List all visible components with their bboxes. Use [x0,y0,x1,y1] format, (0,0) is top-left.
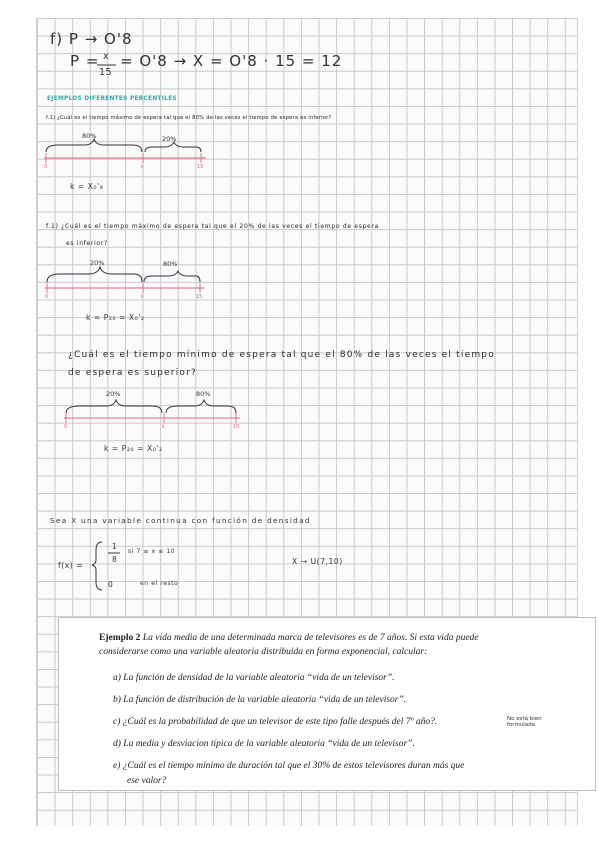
example-item-a: a) La función de densidad de la variable aleatoria “vida de un televisor”. [113,673,395,683]
q2-axis-k: k [141,294,144,300]
example-item-e-cont: ese valor? [127,776,167,786]
q3-result: k = P₂₀ = X₀'₂ [104,444,163,453]
f-frac-den: 15 [99,67,112,78]
fx-cond2: en el resto [140,580,179,587]
q2-pct-right: 80% [163,260,178,268]
fx-label: f(x) = [58,561,84,570]
q3-axis-k: k [162,424,165,430]
fx-den: 8 [112,555,118,564]
example-2-box [58,617,596,791]
example-2-text: La vida media de una determinada marca de televisores es de 7 años. Si esta vida puede considerarse como una variable aleatoria distribuida en forma exponencial, calcular: [99,633,479,657]
q1-axis-0: 0 [44,164,48,170]
f-frac-num: x [103,51,110,62]
percentiles-heading: EJEMPLOS DIFERENTES PERCENTILES [47,96,177,102]
q3-axis-0: 0 [64,424,68,430]
q1-axis-k: k [141,164,144,170]
q3-pct-right: 80% [196,390,211,398]
fx-num: 1 [112,542,118,551]
sea-line: Sea X una variable continua con función de densidad [50,516,311,525]
example-item-b: b) La función de distribución de la variable aleatoria “vida de un televisor”. [113,695,407,705]
q1-pct-left: 80% [82,132,97,140]
example-side-note: No está bien formulada [507,716,542,728]
q2-result: k = P₂₀ = X₀'₂ [86,313,145,322]
question-2-line2: es inferior? [66,240,108,247]
question-1: f.1) ¿Cuál es el tiempo máximo de espera tal que el 80% de las veces el tiempo de espera es inferior? [46,115,332,121]
q2-axis-15: 15 [196,294,203,300]
fx-zero: 0 [108,580,114,589]
f-line2-left: P = [70,52,100,70]
q3-pct-left: 20% [106,390,121,398]
question-3-line2: de espera es superior? [68,368,197,378]
example-item-d: d) La media y desviacion típica de la variable aleatoria “vida de un televisor”. [113,739,415,749]
q2-pct-left: 20% [90,259,105,267]
q1-pct-right: 20% [162,135,177,143]
q1-result: k = X₀'₈ [70,182,104,191]
q2-axis-0: 0 [45,294,49,300]
distribution: X → U(7,10) [292,557,343,566]
example-item-c: c) ¿Cuál es la probabilidad de que un televisor de este tipo falle después del 7º año?. [113,717,438,727]
f-line2-right: = O'8 → X = O'8 · 15 = 12 [120,52,343,70]
fx-cond1: si 7 ≤ x ≤ 10 [128,548,176,555]
example-2-label: Ejemplo 2 [99,633,141,643]
example-item-e: e) ¿Cuál es el tiempo mínimo de duración tal que el 30% de estos televisores duran más que [113,761,465,771]
f-line1: f) P → O'8 [50,30,133,48]
example-2-intro [99,631,529,659]
question-3-line1: ¿Cuál es el tiempo mínimo de espera tal que el 80% de las veces el tiempo [68,350,495,360]
q1-axis-15: 15 [197,164,204,170]
question-2-line1: f.1) ¿Cuál es el tiempo máximo de espera tal que el 20% de las veces el tiempo de espera [46,223,379,230]
q3-axis-15: 15 [233,424,240,430]
